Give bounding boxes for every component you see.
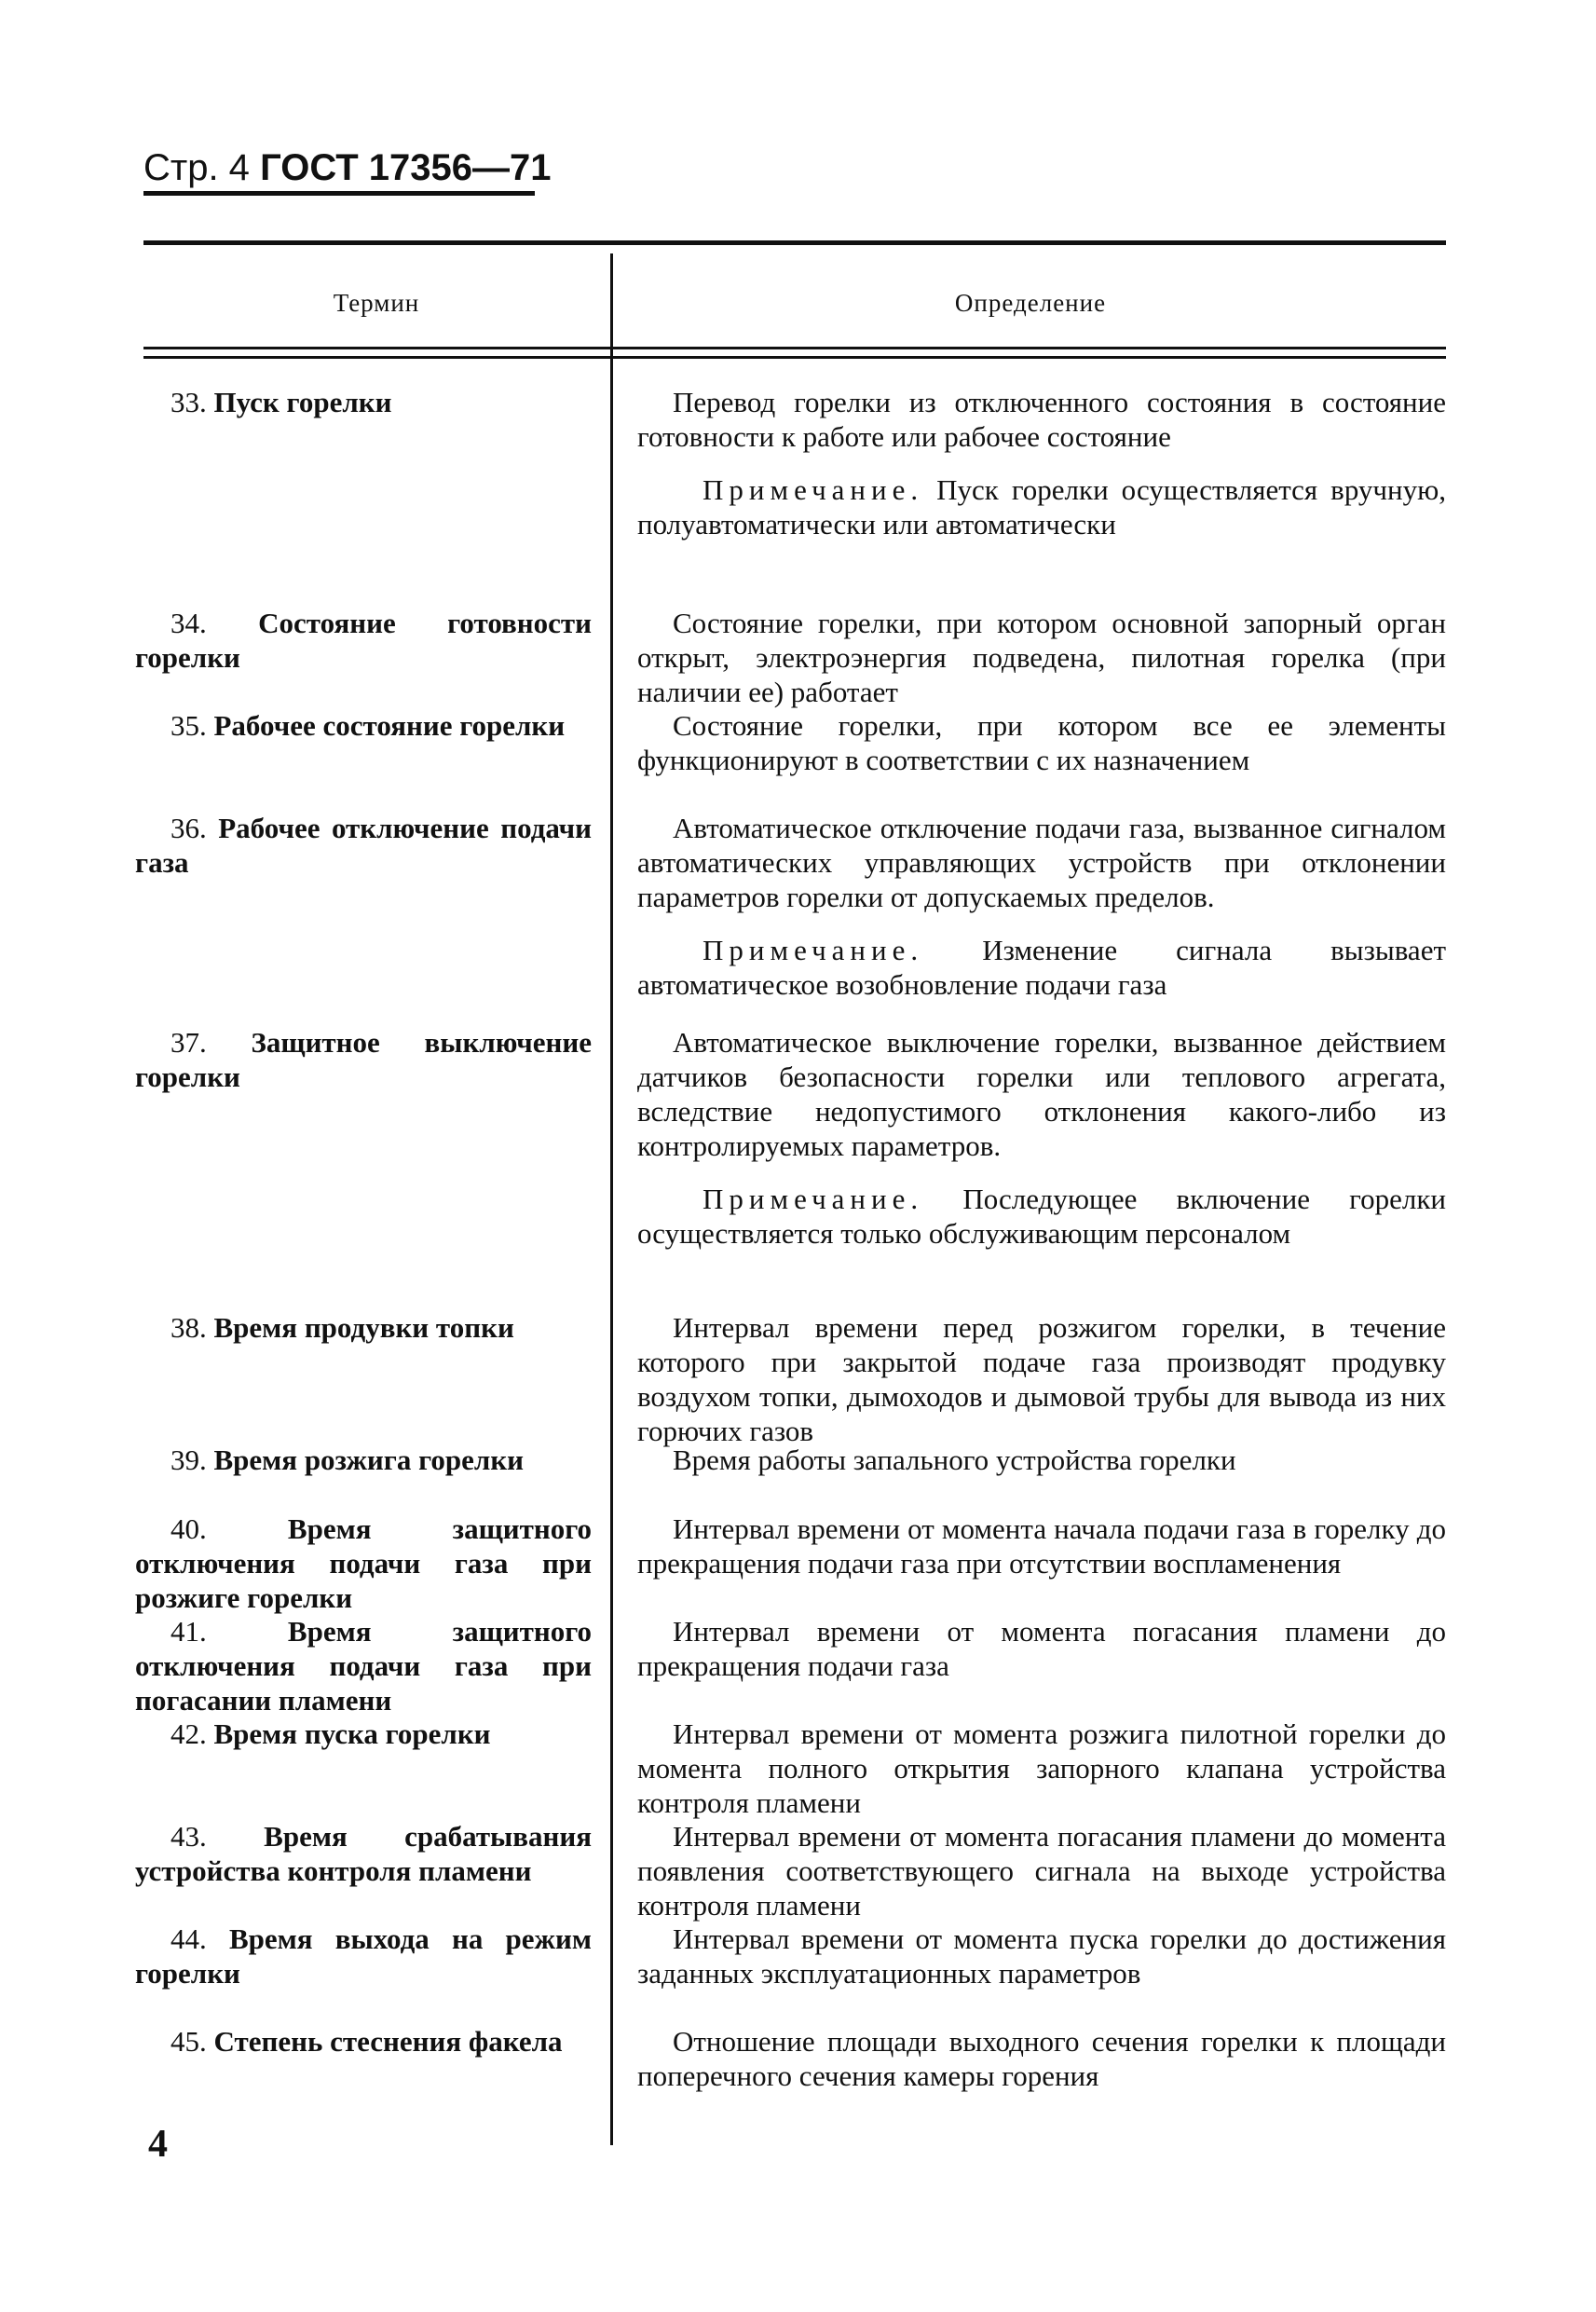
definition-34: Состояние горелки, при котором основной запорный орган открыт, электроэнергия подведена, пилотная горелка (при наличии ее) работает — [637, 607, 1446, 708]
definition-37: Автоматическое выключение горелки, вызванное действием датчиков безопасности горелки или теплового агрегата, вследствие недопустимого отклонения какого-либо из контролируемых параметров. Примечание. Последующее включение горелки осуществляется только обслуживающим персоналом — [637, 1026, 1446, 1250]
column-header-definition: Определение — [954, 289, 1107, 317]
standard-designation: ГОСТ 17356—71 — [260, 147, 552, 188]
term-44: 44. Время выхода на режим горелки — [135, 1922, 592, 1990]
note-36: Примечание. Изменение сигнала вызывает автоматическое возобновление подачи газа — [637, 934, 1447, 1001]
term-39: 39. Время розжига горелки — [171, 1443, 525, 1476]
term-41: 41. Время защитного отключения подачи газа при погасании пламени — [135, 1615, 593, 1717]
column-header-term: Термин — [333, 289, 420, 317]
term-33: 33. Пуск горелки — [171, 386, 392, 418]
definition-40: Интервал времени от момента начала подачи газа в горелку до прекращения подачи газа при отсутствии воспламенения — [637, 1512, 1446, 1580]
definition-39: Время работы запального устройства горелки — [673, 1443, 1236, 1476]
note-37: Примечание. Последующее включение горелки осуществляется только обслуживающим персоналом — [637, 1183, 1446, 1250]
term-43: 43. Время срабатывания устройства контроля пламени — [135, 1820, 592, 1887]
term-36: 36. Рабочее отключение подачи газа — [135, 812, 592, 879]
definition-41: Интервал времени от момента погасания пламени до прекращения подачи газа — [637, 1615, 1446, 1682]
term-35: 35. Рабочее состояние горелки — [171, 709, 566, 742]
term-40: 40. Время защитного отключения подачи газа при розжиге горелки — [135, 1512, 593, 1614]
definition-33: Перевод горелки из отключенного состояния в состояние готовности к работе или рабочее состояние Примечание. Пуск горелки осуществляется вручную, полуавтоматически или автоматически — [637, 386, 1447, 540]
note-33: Примечание. Пуск горелки осуществляется вручную, полуавтоматически или автоматически — [637, 473, 1447, 540]
definition-42: Интервал времени от момента розжига пилотной горелки до момента полного открытия запорного клапана устройства контроля пламени — [637, 1717, 1446, 1819]
term-34: 34. Состояние готовности горелки — [135, 607, 592, 674]
definition-38: Интервал времени перед розжигом горелки, в течение которого при закрытой подаче газа производят продувку воздухом топки, дымоходов и дымовой трубы для вывода из них горючих газов — [637, 1311, 1446, 1447]
definition-45: Отношение площади выходного сечения горелки к площади поперечного сечения камеры горения — [637, 2025, 1446, 2092]
term-37: 37. Защитное выключение горелки — [135, 1026, 592, 1093]
definition-44: Интервал времени от момента пуска горелки до достижения заданных эксплуатационных параметров — [637, 1922, 1446, 1990]
definition-35: Состояние горелки, при котором все ее элементы функционируют в соответствии с их назначением — [637, 709, 1446, 776]
term-42: 42. Время пуска горелки — [171, 1717, 491, 1750]
term-45: 45. Степень стеснения факела — [171, 2025, 563, 2058]
page-number: 4 — [148, 2123, 168, 2166]
page-label: Стр. 4 — [143, 147, 250, 188]
term-38: 38. Время продувки топки — [171, 1311, 514, 1344]
definition-43: Интервал времени от момента погасания пламени до момента появления соответствующего сигнала на выходе устройства контроля пламени — [637, 1820, 1446, 1922]
definition-36: Автоматическое отключение подачи газа, вызванное сигналом автоматических управляющих устройств при отклонении параметров горелки от допускаемых пределов. Примечание. Изменение сигнала вызывает автоматическое возобновление подачи газа — [637, 812, 1447, 1001]
